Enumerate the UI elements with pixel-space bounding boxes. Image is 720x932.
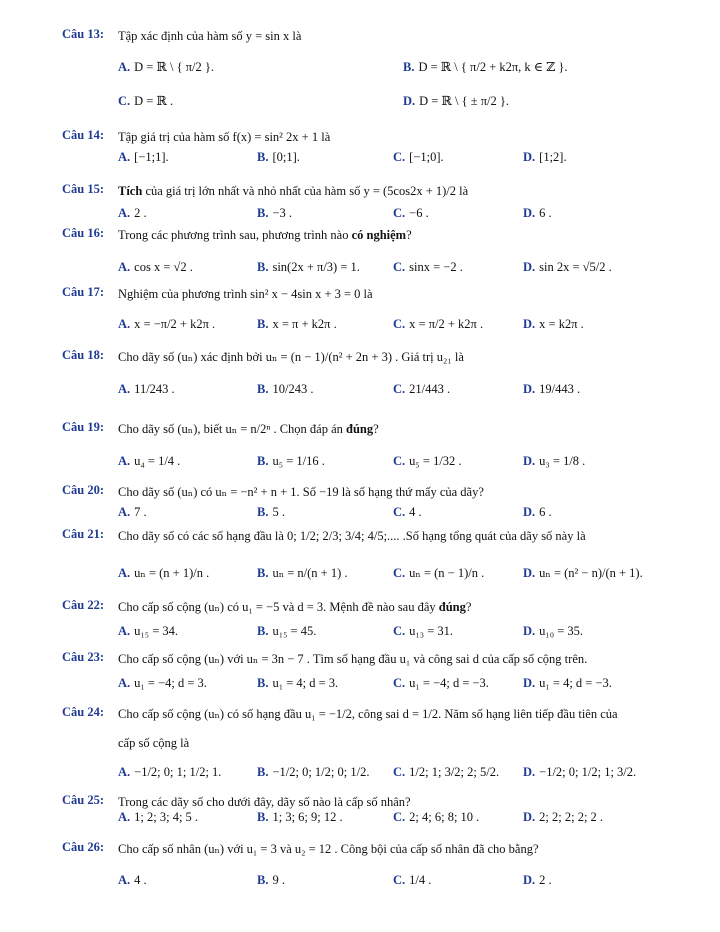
option-text: 1; 3; 6; 9; 12 . — [272, 810, 343, 824]
option-text: u₅ = 1/16 . — [272, 454, 325, 468]
question-body: của giá trị lớn nhất và nhỏ nhất của hàm số y = (5cos2x + 1)/2 là — [142, 184, 469, 198]
option-c[interactable] — [118, 93, 173, 109]
option-text: [0;1]. — [272, 150, 300, 164]
option-c[interactable] — [393, 624, 453, 639]
question-tail: ? — [465, 600, 472, 614]
option-text: 5 . — [272, 505, 285, 519]
option-label: C. — [393, 765, 406, 779]
option-c[interactable] — [393, 206, 429, 221]
option-text: 9 . — [272, 873, 285, 887]
question-body: Tập xác định của hàm số y = sin x là — [118, 29, 302, 43]
option-text: u₁₅ = 45. — [272, 624, 317, 638]
option-label: C. — [393, 382, 406, 396]
option-a[interactable] — [118, 59, 214, 75]
question-number: Câu 24: — [62, 705, 105, 719]
question-tail: ? — [373, 422, 379, 436]
question-body: Cho dãy số có các số hạng đầu là 0; 1/2; 2/3; 3/4; 4/5;.... .Số hạng tổng quát của dãy số này là — [118, 529, 586, 543]
option-label: B. — [257, 150, 269, 164]
option-text: uₙ = n/(n + 1) . — [272, 566, 348, 580]
option-c[interactable] — [393, 317, 483, 332]
option-b[interactable] — [257, 260, 360, 275]
option-label: C. — [393, 566, 406, 580]
option-a[interactable] — [118, 317, 215, 332]
option-label: A. — [118, 260, 131, 274]
option-label: D. — [403, 94, 416, 108]
option-label: A. — [118, 765, 131, 779]
option-label: A. — [118, 873, 131, 887]
option-text: u₅ = 1/32 . — [409, 454, 462, 468]
option-b[interactable] — [257, 150, 300, 165]
question-number: Câu 15: — [62, 182, 105, 196]
option-b[interactable] — [257, 317, 337, 332]
emphasis: đúng — [438, 600, 466, 614]
question-text — [118, 226, 702, 244]
question-body: Tập giá trị của hàm số f(x) = sin² 2x + 1 là — [118, 130, 331, 144]
question-body: Cho dãy số (uₙ) xác định bởi uₙ = (n − 1)/(n² + 2n + 3) . Giá trị u₂₁ là — [118, 350, 464, 364]
option-label: D. — [523, 765, 536, 779]
option-text: u₄ = 1/4 . — [134, 454, 181, 468]
option-label: D. — [523, 566, 536, 580]
option-a[interactable] — [118, 624, 178, 639]
option-b[interactable] — [403, 59, 568, 75]
question-text — [118, 348, 702, 366]
option-d[interactable] — [523, 676, 612, 691]
option-text: uₙ = (n² − n)/(n + 1). — [539, 566, 643, 580]
option-text: −1/2; 0; 1; 1/2; 1. — [134, 765, 222, 779]
option-text: 2 . — [134, 206, 147, 220]
option-label: B. — [257, 505, 269, 519]
option-c[interactable] — [393, 382, 450, 397]
option-label: A. — [118, 454, 131, 468]
option-label: A. — [118, 382, 131, 396]
question-text — [118, 27, 702, 45]
option-d[interactable] — [523, 765, 636, 780]
option-text: x = k2π . — [539, 317, 584, 331]
question-number: Câu 20: — [62, 483, 105, 497]
option-c[interactable] — [393, 676, 489, 691]
option-b[interactable] — [257, 206, 292, 221]
option-d[interactable] — [523, 565, 643, 581]
option-label: A. — [118, 206, 131, 220]
question-body: Cho dãy số (uₙ), biết uₙ = n/2ⁿ . Chọn đáp án — [118, 422, 343, 436]
option-c[interactable] — [393, 260, 463, 275]
option-text: −1/2; 0; 1/2; 0; 1/2. — [272, 765, 370, 779]
option-a[interactable] — [118, 382, 175, 397]
question-text — [118, 128, 702, 146]
option-label: B. — [257, 566, 269, 580]
option-label: D. — [523, 873, 536, 887]
option-label: C. — [393, 150, 406, 164]
option-c[interactable] — [393, 565, 484, 581]
option-b[interactable] — [257, 505, 285, 520]
question-number: Câu 26: — [62, 840, 105, 854]
option-text: x = π/2 + k2π . — [409, 317, 484, 331]
option-b[interactable] — [257, 810, 343, 825]
option-a[interactable] — [118, 676, 207, 691]
question-text — [118, 527, 702, 545]
option-c[interactable] — [393, 810, 479, 825]
emphasis: có nghiệm — [351, 228, 407, 242]
option-text: 4 . — [409, 505, 422, 519]
question-text — [118, 182, 702, 200]
option-label: C. — [393, 454, 406, 468]
option-text: [−1;1]. — [134, 150, 169, 164]
option-label: D. — [523, 810, 536, 824]
question-number: Câu 14: — [62, 128, 105, 142]
option-a[interactable] — [118, 150, 169, 165]
option-text: −1/2; 0; 1/2; 1; 3/2. — [539, 765, 637, 779]
question-number: Câu 18: — [62, 348, 105, 362]
option-text: u₁ = 4; d = −3. — [539, 676, 612, 690]
option-text: D = ℝ \ { ± π/2 }. — [419, 94, 509, 108]
option-label: A. — [118, 317, 131, 331]
question-body: Trong các phương trình sau, phương trình nào — [118, 228, 349, 242]
option-b[interactable] — [257, 873, 285, 888]
option-d[interactable] — [523, 454, 585, 469]
option-a[interactable] — [118, 260, 193, 275]
option-b[interactable] — [257, 565, 348, 581]
question-text — [118, 483, 702, 501]
option-a[interactable] — [118, 206, 147, 221]
option-label: D. — [523, 624, 536, 638]
option-text: −6 . — [409, 206, 429, 220]
option-text: 19/443 . — [539, 382, 581, 396]
option-d[interactable] — [523, 317, 584, 332]
option-text: u₁ = −4; d = 3. — [134, 676, 207, 690]
option-label: B. — [257, 873, 269, 887]
option-label: B. — [257, 317, 269, 331]
option-label: B. — [257, 765, 269, 779]
question-number: Câu 23: — [62, 650, 105, 664]
option-text: 1/2; 1; 3/2; 2; 5/2. — [409, 765, 500, 779]
option-label: C. — [393, 873, 406, 887]
option-label: B. — [257, 676, 269, 690]
option-text: u₁ = 4; d = 3. — [272, 676, 339, 690]
emphasis: đúng — [346, 422, 374, 436]
option-label: C. — [393, 676, 406, 690]
question-number: Câu 21: — [62, 527, 105, 541]
question-body: Trong các dãy số cho dưới đây, dãy số nào là cấp số nhân? — [118, 795, 411, 809]
option-text: uₙ = (n − 1)/n . — [409, 566, 485, 580]
option-label: C. — [118, 94, 131, 108]
option-label: D. — [523, 317, 536, 331]
option-text: 7 . — [134, 505, 147, 519]
question-number: Câu 16: — [62, 226, 105, 240]
option-text: sin(2x + π/3) = 1. — [272, 260, 360, 274]
question-number: Câu 22: — [62, 598, 105, 612]
option-d[interactable] — [523, 505, 552, 520]
option-text: x = π + k2π . — [272, 317, 337, 331]
option-label: C. — [393, 206, 406, 220]
option-b[interactable] — [257, 765, 369, 780]
option-c[interactable] — [393, 505, 422, 520]
question-tail: ? — [406, 228, 412, 242]
question-continuation: cấp số cộng là — [118, 736, 190, 750]
option-label: D. — [523, 454, 536, 468]
option-label: C. — [393, 505, 406, 519]
emphasis: Tích — [118, 184, 143, 198]
option-label: B. — [257, 624, 269, 638]
option-label: A. — [118, 624, 131, 638]
option-label: B. — [403, 60, 415, 74]
option-text: [−1;0]. — [409, 150, 444, 164]
option-b[interactable] — [257, 382, 313, 397]
option-label: C. — [393, 810, 406, 824]
option-a[interactable] — [118, 873, 147, 888]
option-a[interactable] — [118, 765, 221, 780]
option-label: D. — [523, 206, 536, 220]
option-text: D = ℝ \ { π/2 + k2π, k ∈ ℤ }. — [418, 60, 568, 74]
question-body: Cho cấp số cộng (uₙ) có u₁ = −5 và d = 3. Mệnh đề nào sau đây — [118, 600, 436, 614]
option-label: C. — [393, 624, 406, 638]
option-label: A. — [118, 150, 131, 164]
option-label: A. — [118, 566, 131, 580]
option-label: A. — [118, 60, 131, 74]
option-a[interactable] — [118, 454, 180, 469]
question-body: Cho cấp số nhân (uₙ) với u₁ = 3 và u₂ = 12 . Công bội của cấp số nhân đã cho bằng? — [118, 842, 539, 856]
option-text: 1/4 . — [409, 873, 432, 887]
option-text: 4 . — [134, 873, 147, 887]
option-d[interactable] — [523, 382, 580, 397]
option-text: u₁₀ = 35. — [539, 624, 584, 638]
option-text: x = −π/2 + k2π . — [134, 317, 216, 331]
option-text: 1; 2; 3; 4; 5 . — [134, 810, 199, 824]
option-b[interactable] — [257, 454, 325, 469]
question-body: Nghiệm của phương trình sin² x − 4sin x + 3 = 0 là — [118, 287, 373, 301]
question-body: Cho cấp số cộng (uₙ) với uₙ = 3n − 7 . Tìm số hạng đầu u₁ và công sai d của cấp số cộng trên. — [118, 652, 588, 666]
question-number: Câu 19: — [62, 420, 105, 434]
question-number: Câu 17: — [62, 285, 105, 299]
option-label: C. — [393, 317, 406, 331]
option-c[interactable] — [393, 765, 499, 780]
option-text: −3 . — [272, 206, 293, 220]
option-label: B. — [257, 382, 269, 396]
option-c[interactable] — [393, 454, 462, 469]
question-body: Cho dãy số (uₙ) có uₙ = −n² + n + 1. Số −19 là số hạng thứ mấy của dãy? — [118, 485, 484, 499]
option-d[interactable] — [523, 260, 612, 275]
question-text — [118, 650, 702, 668]
option-text: u₃ = 1/8 . — [539, 454, 586, 468]
option-b[interactable] — [257, 676, 338, 691]
option-label: B. — [257, 260, 269, 274]
question-text — [118, 598, 702, 616]
option-text: D = ℝ \ { π/2 }. — [134, 60, 215, 74]
option-label: A. — [118, 810, 131, 824]
option-c[interactable] — [393, 873, 431, 888]
option-text: 2; 4; 6; 8; 10 . — [409, 810, 480, 824]
option-b[interactable] — [257, 624, 316, 639]
question-text — [118, 420, 702, 438]
option-a[interactable] — [118, 565, 209, 581]
option-d[interactable] — [523, 150, 567, 165]
option-label: A. — [118, 505, 131, 519]
option-text: sinx = −2 . — [409, 260, 463, 274]
question-text — [118, 840, 702, 858]
option-text: 6 . — [539, 505, 552, 519]
option-label: D. — [523, 382, 536, 396]
option-label: D. — [523, 505, 536, 519]
option-d[interactable] — [523, 624, 583, 639]
option-text: u₁₅ = 34. — [134, 624, 179, 638]
option-d[interactable] — [523, 206, 552, 221]
question-number: Câu 25: — [62, 793, 105, 807]
question-text — [118, 705, 702, 763]
option-label: D. — [523, 260, 536, 274]
option-text: 2; 2; 2; 2; 2 . — [539, 810, 604, 824]
option-text: uₙ = (n + 1)/n . — [134, 566, 210, 580]
option-label: A. — [118, 676, 131, 690]
option-text: u₁ = −4; d = −3. — [409, 676, 489, 690]
option-text: 2 . — [539, 873, 552, 887]
option-text: 11/243 . — [134, 382, 175, 396]
option-c[interactable] — [393, 150, 444, 165]
option-d[interactable] — [523, 810, 603, 825]
option-label: B. — [257, 206, 269, 220]
option-label: B. — [257, 810, 269, 824]
option-text: [1;2]. — [539, 150, 567, 164]
option-text: D = ℝ . — [134, 94, 174, 108]
option-text: cos x = √2 . — [134, 260, 193, 274]
option-text: u₁₃ = 31. — [409, 624, 454, 638]
option-text: sin 2x = √5/2 . — [539, 260, 612, 274]
option-text: 21/443 . — [409, 382, 451, 396]
option-label: D. — [523, 676, 536, 690]
question-text — [118, 285, 702, 303]
option-label: C. — [393, 260, 406, 274]
option-d[interactable] — [403, 93, 509, 109]
option-d[interactable] — [523, 873, 552, 888]
option-label: D. — [523, 150, 536, 164]
question-number: Câu 13: — [62, 27, 105, 41]
question-body: Cho cấp số cộng (uₙ) có số hạng đầu u₁ = −1/2, công sai d = 1/2. Năm số hạng liên tiếp đầu tiên của — [118, 707, 618, 721]
option-a[interactable] — [118, 505, 147, 520]
option-a[interactable] — [118, 810, 198, 825]
option-text: 6 . — [539, 206, 552, 220]
option-text: 10/243 . — [272, 382, 314, 396]
question-text — [118, 793, 702, 811]
option-label: B. — [257, 454, 269, 468]
